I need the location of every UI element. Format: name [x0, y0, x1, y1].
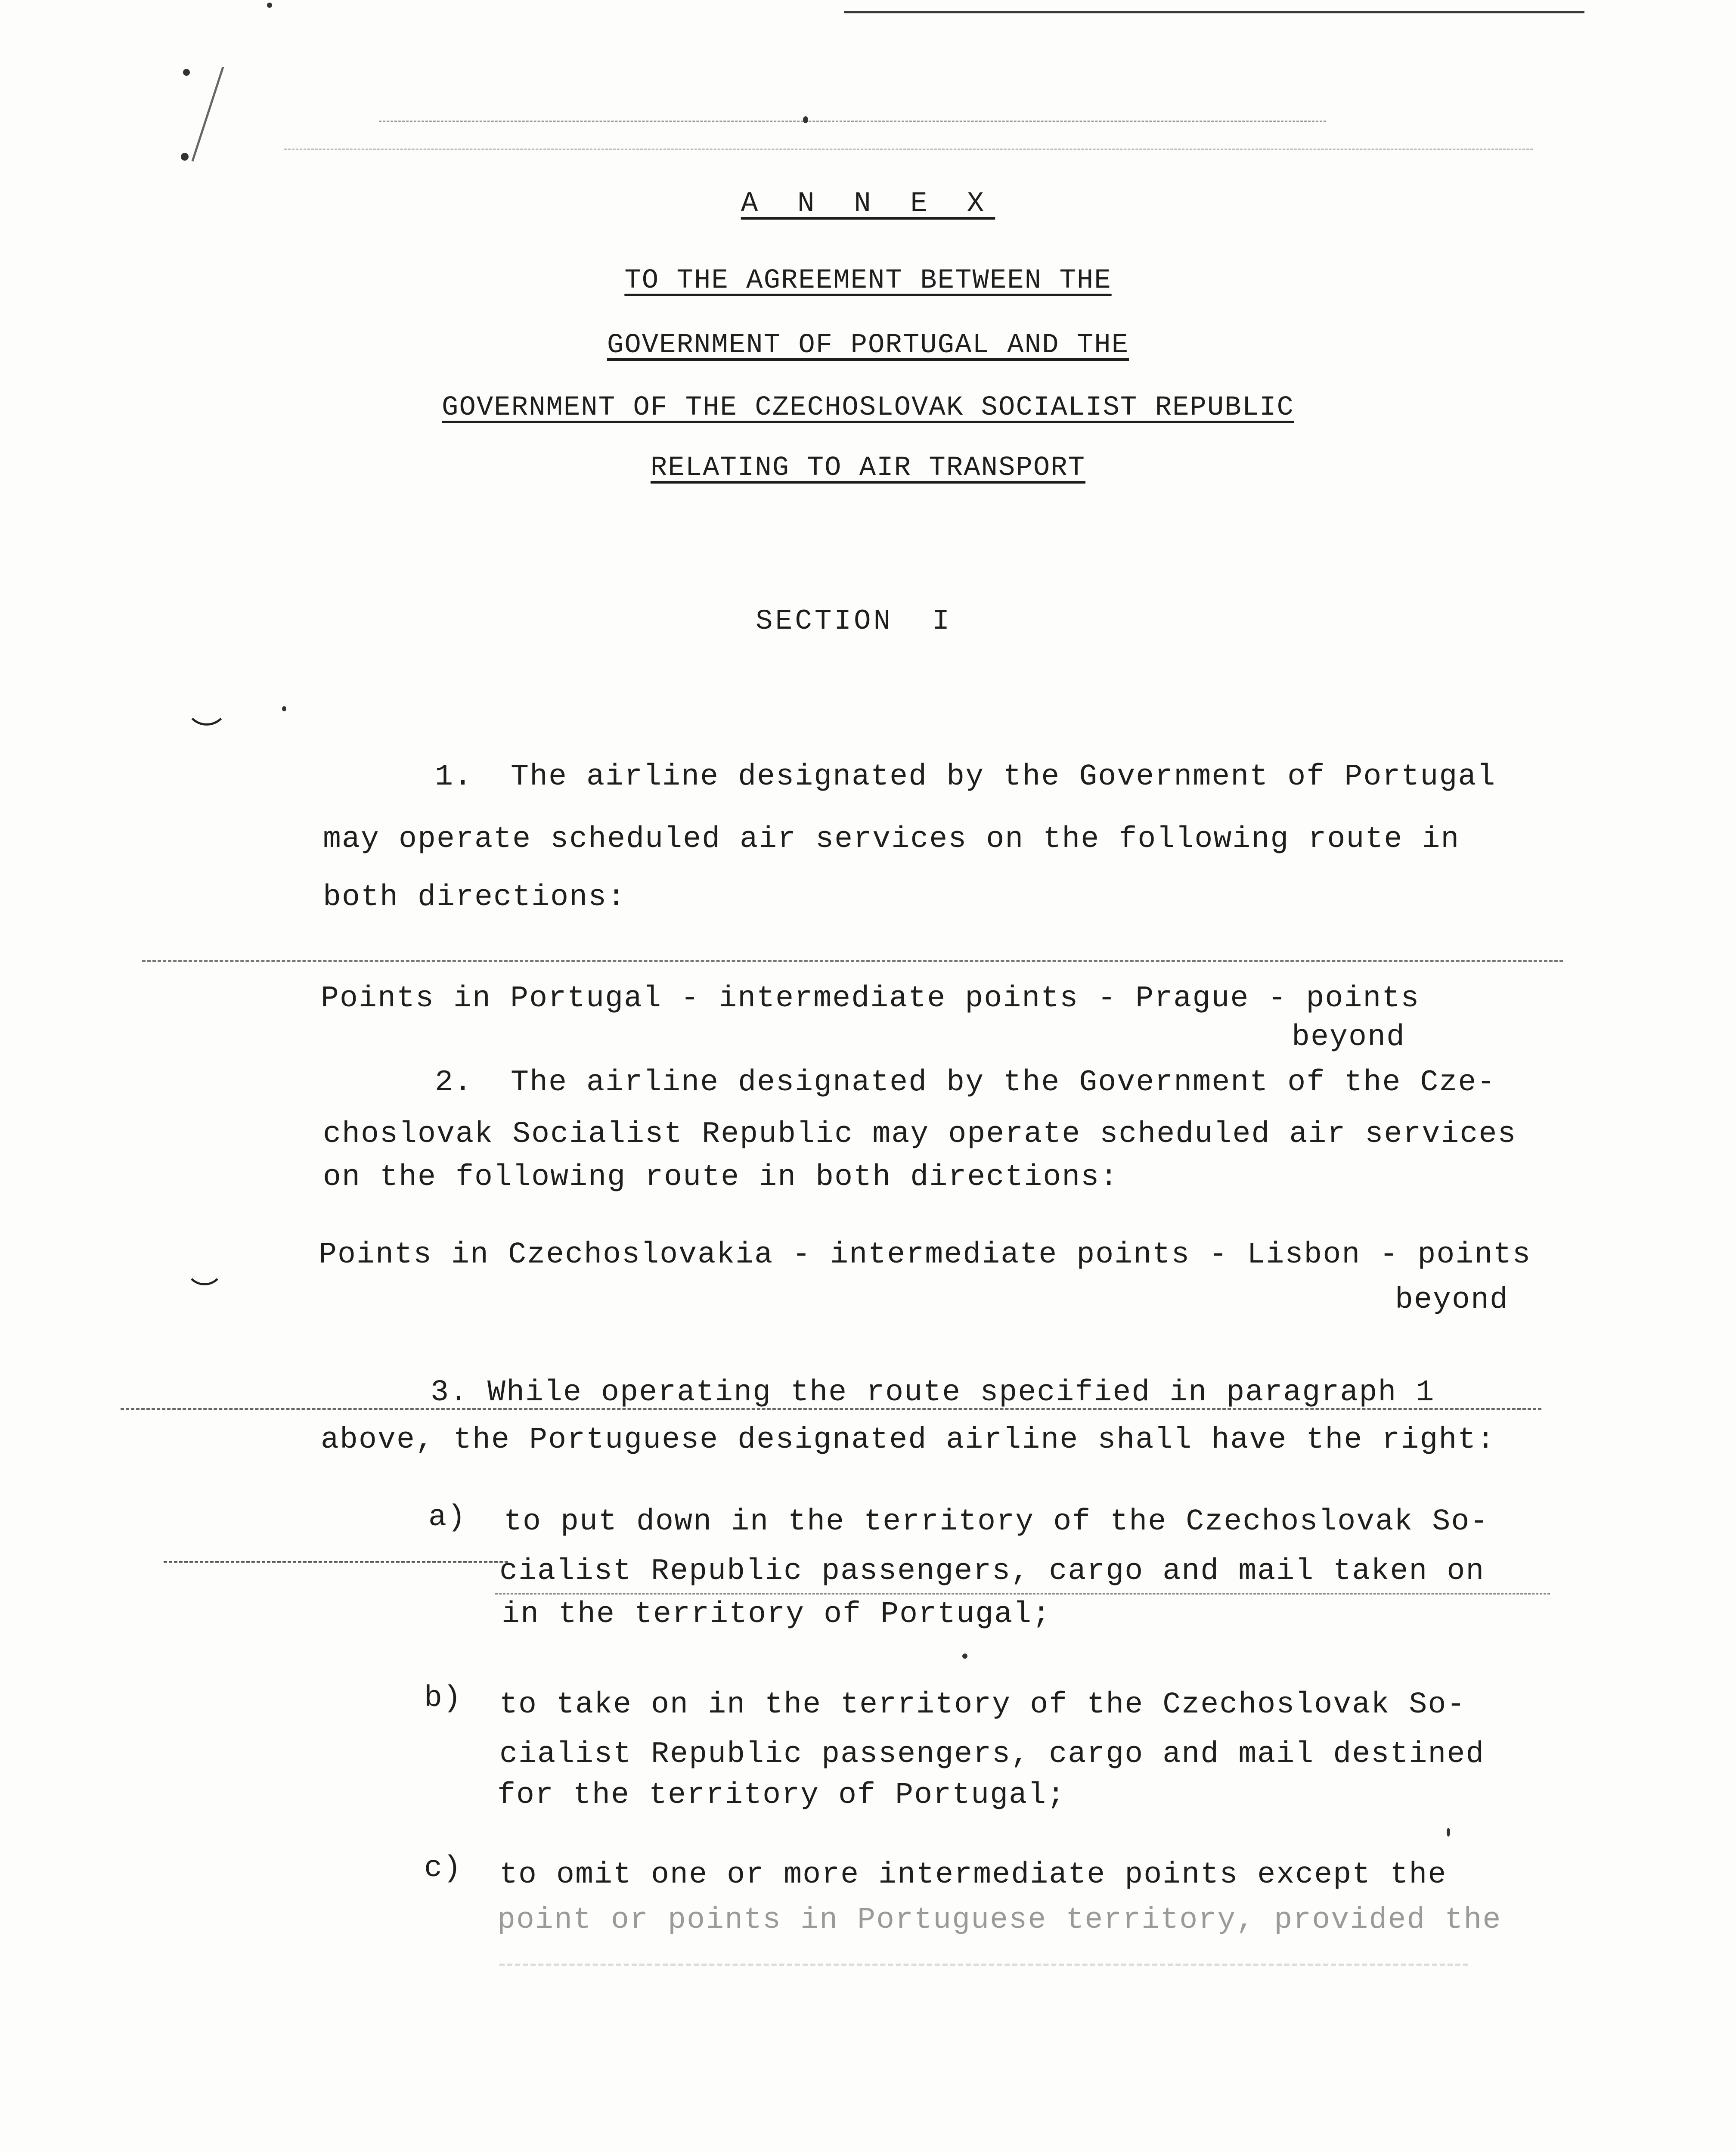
bleed-line: [142, 960, 1563, 962]
item-c-line-1: to omit one or more intermediate points except the: [499, 1858, 1447, 1892]
subtitle-line-1: TO THE AGREEMENT BETWEEN THE: [624, 265, 1112, 296]
margin-scratch: [192, 67, 224, 161]
item-a-line-3: in the territory of Portugal;: [502, 1598, 1051, 1632]
item-a-marker: a): [428, 1501, 467, 1535]
bleed-line: [284, 149, 1533, 150]
bleed-line: [164, 1561, 508, 1563]
route-2-continuation: beyond: [1395, 1283, 1509, 1317]
margin-mark: [185, 698, 228, 726]
route-1-continuation: beyond: [1292, 1021, 1406, 1055]
item-b-line-1: to take on in the territory of the Czechoslovak So-: [499, 1688, 1466, 1722]
top-scan-line: [844, 11, 1584, 13]
item-b-line-3: for the territory of Portugal;: [497, 1778, 1066, 1812]
scan-speck: [1447, 1828, 1450, 1837]
paragraph-1-line-3: both directions:: [323, 881, 626, 915]
scan-speck: [181, 153, 189, 161]
item-c-line-2: point or points in Portuguese territory, provided the: [497, 1903, 1502, 1937]
section-heading: SECTION I: [756, 605, 952, 637]
paragraph-2-line-2: choslovak Socialist Republic may operate scheduled air services: [323, 1117, 1517, 1151]
scan-speck: [183, 69, 190, 76]
paragraph-3-line-2: above, the Portuguese designated airline shall have the right:: [321, 1423, 1496, 1457]
subtitle-line-4: RELATING TO AIR TRANSPORT: [650, 453, 1086, 484]
route-1-line: Points in Portugal - intermediate points - Prague - points: [321, 982, 1420, 1016]
item-b-marker: b): [424, 1681, 462, 1716]
bleed-line: [495, 1593, 1550, 1595]
item-b-line-2: cialist Republic passengers, cargo and mail destined: [499, 1737, 1485, 1771]
bleed-line: [379, 121, 1326, 122]
subtitle-line-3: GOVERNMENT OF THE CZECHOSLOVAK SOCIALIST REPUBLIC: [442, 392, 1294, 423]
scan-speck: [282, 706, 286, 711]
scan-speck: [267, 3, 272, 8]
scan-speck: [962, 1654, 967, 1659]
paragraph-2-line-1: 2. The airline designated by the Government of the Cze-: [435, 1066, 1496, 1100]
subtitle-line-2: GOVERNMENT OF PORTUGAL AND THE: [607, 330, 1129, 361]
item-a-line-1: to put down in the territory of the Czechoslovak So-: [504, 1505, 1489, 1539]
item-a-line-2: cialist Republic passengers, cargo and mail taken on: [499, 1554, 1485, 1588]
paragraph-1-line-2: may operate scheduled air services on the following route in: [323, 822, 1460, 856]
item-c-marker: c): [424, 1852, 462, 1886]
margin-mark: [185, 1257, 224, 1285]
scan-speck: [803, 116, 808, 123]
paragraph-3-line-1: 3. While operating the route specified in paragraph 1: [431, 1376, 1435, 1410]
paragraph-2-line-3: on the following route in both directions:: [323, 1160, 1119, 1194]
paragraph-1-line-1: 1. The airline designated by the Government of Portugal: [435, 760, 1496, 794]
annex-title: A N N E X: [741, 187, 995, 220]
illegible-line: [499, 1964, 1468, 1966]
route-2-line: Points in Czechoslovakia - intermediate points - Lisbon - points: [319, 1238, 1531, 1272]
